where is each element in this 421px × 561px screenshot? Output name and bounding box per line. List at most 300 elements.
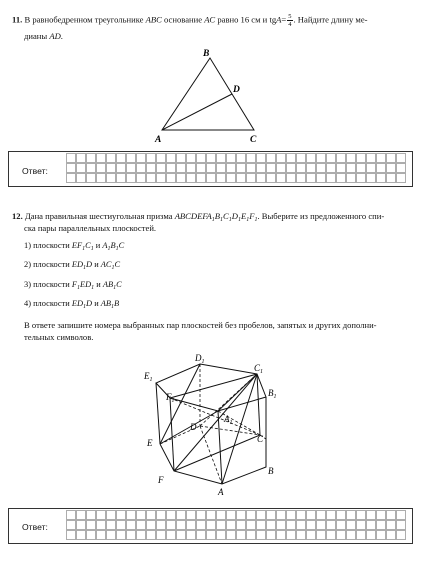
conjunction: и <box>94 299 99 308</box>
answer-cell[interactable] <box>347 521 356 530</box>
answer-cell[interactable] <box>297 174 306 183</box>
answer-cell[interactable] <box>87 531 96 540</box>
answer-cell[interactable] <box>337 164 346 173</box>
answer-cell[interactable] <box>117 154 126 163</box>
answer-cell[interactable] <box>187 511 196 520</box>
answer-cell[interactable] <box>87 174 96 183</box>
answer-cell[interactable] <box>177 164 186 173</box>
plane-2 <box>101 299 119 308</box>
answer-cell[interactable] <box>327 531 336 540</box>
answer-cell[interactable] <box>137 174 146 183</box>
hidden-da <box>200 426 222 484</box>
answer-cell[interactable] <box>337 531 346 540</box>
vertex-a-label: A <box>155 135 162 144</box>
option-word: плоскости <box>33 280 70 289</box>
answer-cell[interactable] <box>157 174 166 183</box>
answer-grid-11[interactable] <box>66 153 407 183</box>
answer-cell[interactable] <box>107 531 116 540</box>
plane-part: C <box>118 241 125 250</box>
answer-cell[interactable] <box>77 154 86 163</box>
answer-cell[interactable] <box>197 531 206 540</box>
tg-variable: A <box>276 14 282 25</box>
answer-cell[interactable] <box>207 531 216 540</box>
answer-cell[interactable] <box>217 154 226 163</box>
answer-cell[interactable] <box>177 154 186 163</box>
answer-cell[interactable] <box>177 511 186 520</box>
task11-number: 11. <box>12 14 23 25</box>
plane-part: C <box>85 241 91 250</box>
answer-cell[interactable] <box>257 511 266 520</box>
sub-index: 1 <box>246 217 250 223</box>
answer-cell[interactable] <box>277 164 286 173</box>
answer-cell[interactable] <box>227 521 236 530</box>
conjunction: и <box>95 241 101 250</box>
answer-cell[interactable] <box>157 154 166 163</box>
answer-cell[interactable] <box>207 154 216 163</box>
answer-cell[interactable] <box>327 511 336 520</box>
answer-cell[interactable] <box>297 531 306 540</box>
median-ad-line <box>162 94 232 130</box>
label-a: A <box>218 487 224 497</box>
answer-cell[interactable] <box>287 174 296 183</box>
instruction-line2: тельных символов. <box>24 332 94 342</box>
answer-cell[interactable] <box>227 531 236 540</box>
sub-index: 1 <box>237 217 241 223</box>
answer-cell[interactable] <box>167 521 176 530</box>
answer-cell[interactable] <box>307 531 316 540</box>
option-number: 4) <box>24 299 31 308</box>
answer-cell[interactable] <box>67 531 76 540</box>
answer-cell[interactable] <box>347 511 356 520</box>
answer-cell[interactable] <box>307 521 316 530</box>
sub-index: 1 <box>220 217 224 223</box>
answer-cell[interactable] <box>317 154 326 163</box>
triangle-abc <box>162 58 254 130</box>
answer-cell[interactable] <box>287 511 296 520</box>
answer-cell[interactable] <box>357 174 366 183</box>
answer-cell[interactable] <box>337 154 346 163</box>
task12-line2: ска пары параллельных плоскостей. <box>24 223 157 233</box>
plane-part: AB <box>100 299 111 308</box>
answer-cell[interactable] <box>97 154 106 163</box>
answer-cell[interactable] <box>237 154 246 163</box>
option-word: плоскости <box>33 241 70 250</box>
label-c1: $C_1$ <box>254 363 264 375</box>
answer-cell[interactable] <box>377 154 386 163</box>
plane-part: C <box>114 260 121 269</box>
answer-cell[interactable] <box>167 154 176 163</box>
answer-cell[interactable] <box>317 174 326 183</box>
segment-ac: AC <box>204 14 216 25</box>
plane-2 <box>103 280 122 289</box>
sub-index: 1 <box>83 265 87 271</box>
diag-fc <box>174 435 260 471</box>
answer-cell[interactable] <box>347 164 356 173</box>
median-ad: AD <box>49 31 61 41</box>
answer-cell[interactable] <box>317 511 326 520</box>
answer-cell[interactable] <box>117 511 126 520</box>
answer-cell[interactable] <box>387 174 396 183</box>
answer-cell[interactable] <box>397 164 406 173</box>
task11-text: В равнобедренном треугольнике <box>24 14 144 25</box>
answer-cell[interactable] <box>287 531 296 540</box>
answer-cell[interactable] <box>357 154 366 163</box>
answer-cell[interactable] <box>107 154 116 163</box>
answer-cell[interactable] <box>247 521 256 530</box>
answer-cell[interactable] <box>347 154 356 163</box>
answer-cell[interactable] <box>257 174 266 183</box>
task12-number: 12. <box>12 211 23 221</box>
bottom-hexagon-visible <box>160 439 266 484</box>
answer-cell[interactable] <box>137 521 146 530</box>
answer-cell[interactable] <box>317 521 326 530</box>
answer-cell[interactable] <box>107 164 116 173</box>
hexagonal-prism-figure <box>140 350 280 498</box>
answer-cell[interactable] <box>197 154 206 163</box>
sub-index: 1 <box>91 285 95 291</box>
answer-cell[interactable] <box>177 531 186 540</box>
answer-cell[interactable] <box>337 174 346 183</box>
answer-cell[interactable] <box>177 521 186 530</box>
answer-cell[interactable] <box>77 174 86 183</box>
answer-cell[interactable] <box>147 531 156 540</box>
answer-cell[interactable] <box>67 154 76 163</box>
answer-cell[interactable] <box>337 521 346 530</box>
answer-cell[interactable] <box>377 174 386 183</box>
answer-cell[interactable] <box>97 521 106 530</box>
answer-cell[interactable] <box>207 174 216 183</box>
answer-cell[interactable] <box>147 511 156 520</box>
answer-cell[interactable] <box>117 174 126 183</box>
answer-cell[interactable] <box>367 511 376 520</box>
edge-cc1 <box>257 374 260 435</box>
answer-cell[interactable] <box>107 521 116 530</box>
answer-cell[interactable] <box>117 164 126 173</box>
hidden-f1c <box>170 398 260 435</box>
answer-cell[interactable] <box>347 174 356 183</box>
answer-cell[interactable] <box>127 511 136 520</box>
vertex-c-label: C <box>250 135 257 144</box>
sub-index: 1 <box>115 246 119 252</box>
sub-index: 1 <box>211 217 215 223</box>
answer-cell[interactable] <box>367 174 376 183</box>
answer-cell[interactable] <box>327 154 336 163</box>
answer-cell[interactable] <box>307 154 316 163</box>
answer-cell[interactable] <box>217 511 226 520</box>
vertex-b-label: B <box>203 49 210 59</box>
plane-part: ED <box>71 260 84 269</box>
answer-cell[interactable] <box>87 511 96 520</box>
option-2 <box>24 259 120 274</box>
answer-cell[interactable] <box>167 531 176 540</box>
answer-cell[interactable] <box>137 531 146 540</box>
plane-1 <box>72 241 94 250</box>
label-e: E <box>147 438 153 448</box>
answer-cell[interactable] <box>127 174 136 183</box>
answer-cell[interactable] <box>77 531 86 540</box>
answer-cell[interactable] <box>387 531 396 540</box>
answer-cell[interactable] <box>247 164 256 173</box>
answer-cell[interactable] <box>237 531 246 540</box>
answer-cell[interactable] <box>177 174 186 183</box>
prism-base: ABCDEFA <box>174 211 212 221</box>
answer-cell[interactable] <box>277 531 286 540</box>
label-a1: $A_1$ <box>224 414 233 426</box>
plane-1 <box>72 299 92 308</box>
conjunction: и <box>96 280 101 289</box>
answer-cell[interactable] <box>147 521 156 530</box>
label-e1: $E_1$ <box>144 371 153 383</box>
answer-cell[interactable] <box>357 521 366 530</box>
answer-cell[interactable] <box>387 511 396 520</box>
answer-cell[interactable] <box>97 174 106 183</box>
task11-text: дианы <box>24 31 48 41</box>
plane-part: ED <box>79 280 92 289</box>
answer-cell[interactable] <box>127 521 136 530</box>
answer-cell[interactable] <box>137 511 146 520</box>
task11-text: . Найдите длину ме- <box>293 14 368 25</box>
plane-2 <box>102 241 124 250</box>
answer-grid-12[interactable] <box>66 510 407 540</box>
answer-cell[interactable] <box>127 164 136 173</box>
answer-cell[interactable] <box>297 511 306 520</box>
plane-part: B <box>114 299 120 308</box>
prism-b1: B <box>214 211 221 221</box>
answer-cell[interactable] <box>387 154 396 163</box>
answer-cell[interactable] <box>357 531 366 540</box>
option-number: 2) <box>24 260 31 269</box>
answer-cell[interactable] <box>197 164 206 173</box>
answer-cell[interactable] <box>367 521 376 530</box>
answer-cell[interactable] <box>377 511 386 520</box>
answer-cell[interactable] <box>137 164 146 173</box>
label-b1: $B_1$ <box>268 388 277 400</box>
answer-cell[interactable] <box>367 154 376 163</box>
answer-cell[interactable] <box>397 511 406 520</box>
label-c: C <box>257 434 264 444</box>
option-word: плоскости <box>33 299 70 308</box>
answer-cell[interactable] <box>207 521 216 530</box>
answer-cell[interactable] <box>307 511 316 520</box>
answer-cell[interactable] <box>397 531 406 540</box>
answer-cell[interactable] <box>67 521 76 530</box>
sub-index: 1 <box>111 304 114 310</box>
answer-cell[interactable] <box>307 174 316 183</box>
answer-cell[interactable] <box>77 521 86 530</box>
equals-sign: = <box>281 14 287 25</box>
plane-1 <box>72 260 92 269</box>
tg-function: tg <box>269 14 277 25</box>
answer-cell[interactable] <box>117 531 126 540</box>
answer-cell[interactable] <box>97 511 106 520</box>
answer-cell[interactable] <box>67 164 76 173</box>
answer-cell[interactable] <box>377 164 386 173</box>
answer-cell[interactable] <box>257 531 266 540</box>
answer-cell[interactable] <box>217 531 226 540</box>
conjunction: и <box>94 260 99 269</box>
answer-cell[interactable] <box>207 164 216 173</box>
option-4 <box>24 298 119 313</box>
answer-cell[interactable] <box>267 174 276 183</box>
answer-cell[interactable] <box>347 531 356 540</box>
answer-cell[interactable] <box>87 154 96 163</box>
answer-cell[interactable] <box>237 521 246 530</box>
answer-cell[interactable] <box>77 164 86 173</box>
answer-cell[interactable] <box>377 531 386 540</box>
plane-part: F <box>71 280 77 289</box>
answer-cell[interactable] <box>117 521 126 530</box>
answer-cell[interactable] <box>217 164 226 173</box>
answer-cell[interactable] <box>107 174 116 183</box>
answer-cell[interactable] <box>197 174 206 183</box>
option-1 <box>24 240 124 255</box>
plane-part: EF <box>71 241 83 250</box>
answer-cell[interactable] <box>247 174 256 183</box>
answer-cell[interactable] <box>97 164 106 173</box>
task11-line2 <box>24 31 63 42</box>
answer-cell[interactable] <box>367 531 376 540</box>
answer-cell[interactable] <box>147 154 156 163</box>
answer-cell[interactable] <box>387 521 396 530</box>
answer-cell[interactable] <box>327 174 336 183</box>
answer-cell[interactable] <box>277 174 286 183</box>
answer-cell[interactable] <box>277 521 286 530</box>
label-f1: $F_1$ <box>166 392 175 404</box>
option-number: 1) <box>24 241 31 250</box>
answer-cell[interactable] <box>167 164 176 173</box>
task11-text: основание <box>164 14 203 25</box>
vertex-d-label: D <box>233 85 240 95</box>
answer-cell[interactable] <box>257 164 266 173</box>
option-number: 3) <box>24 280 31 289</box>
prism-name: $ABCDEFA_1B_1C_1D_1E_1F_1$ <box>174 211 258 223</box>
answer-cell[interactable] <box>247 154 256 163</box>
answer-cell[interactable] <box>127 154 136 163</box>
answer-cell[interactable] <box>197 511 206 520</box>
task12-text: Дана правильная шестиугольная призма <box>24 211 173 221</box>
answer-cell[interactable] <box>277 154 286 163</box>
option-word: плоскости <box>33 260 70 269</box>
answer-cell[interactable] <box>287 164 296 173</box>
answer-cell[interactable] <box>187 164 196 173</box>
answer-cell[interactable] <box>87 521 96 530</box>
answer-cell[interactable] <box>377 521 386 530</box>
answer-cell[interactable] <box>87 164 96 173</box>
answer-cell[interactable] <box>187 154 196 163</box>
answer-cell[interactable] <box>247 511 256 520</box>
triangle-name: ABC <box>145 14 162 25</box>
answer-cell[interactable] <box>277 511 286 520</box>
answer-cell[interactable] <box>67 174 76 183</box>
answer-cell[interactable] <box>107 511 116 520</box>
answer-cell[interactable] <box>297 164 306 173</box>
answer-cell[interactable] <box>337 511 346 520</box>
task11-text: равно 16 см и <box>217 14 268 25</box>
plane-part: D <box>86 299 93 308</box>
answer-cell[interactable] <box>237 164 246 173</box>
answer-cell[interactable] <box>267 521 276 530</box>
answer-cell[interactable] <box>217 521 226 530</box>
fraction-numerator: 5 <box>288 13 292 20</box>
answer-cell[interactable] <box>97 531 106 540</box>
plane-part: AB <box>102 280 114 289</box>
answer-cell[interactable] <box>227 154 236 163</box>
answer-cell[interactable] <box>187 531 196 540</box>
label-b: B <box>268 466 274 476</box>
answer-cell[interactable] <box>247 531 256 540</box>
answer-cell[interactable] <box>187 174 196 183</box>
plane-part: ED <box>71 299 84 308</box>
answer-cell[interactable] <box>367 164 376 173</box>
answer-cell[interactable] <box>317 164 326 173</box>
answer-cell[interactable] <box>387 164 396 173</box>
answer-cell[interactable] <box>217 174 226 183</box>
answer-cell[interactable] <box>357 511 366 520</box>
answer-cell[interactable] <box>317 531 326 540</box>
answer-cell[interactable] <box>197 521 206 530</box>
edge-ff1 <box>170 398 174 471</box>
answer-cell[interactable] <box>297 154 306 163</box>
answer-cell[interactable] <box>147 174 156 183</box>
period: . <box>60 31 63 41</box>
fraction <box>287 13 292 28</box>
answer-cell[interactable] <box>227 511 236 520</box>
answer-cell[interactable] <box>77 511 86 520</box>
answer-cell[interactable] <box>207 511 216 520</box>
answer-cell[interactable] <box>397 521 406 530</box>
answer-cell[interactable] <box>397 154 406 163</box>
answer-cell[interactable] <box>187 521 196 530</box>
answer-cell[interactable] <box>167 511 176 520</box>
answer-cell[interactable] <box>157 511 166 520</box>
label-f: F <box>158 475 164 485</box>
answer-cell[interactable] <box>157 521 166 530</box>
answer-cell[interactable] <box>157 164 166 173</box>
answer-cell[interactable] <box>67 511 76 520</box>
answer-label-11: Ответ: <box>22 166 48 176</box>
answer-cell[interactable] <box>267 154 276 163</box>
sub-index: 1 <box>76 285 80 291</box>
label-d1: $D_1$ <box>195 353 205 365</box>
answer-cell[interactable] <box>227 174 236 183</box>
answer-cell[interactable] <box>287 154 296 163</box>
answer-cell[interactable] <box>267 511 276 520</box>
answer-cell[interactable] <box>267 531 276 540</box>
edge-ee1 <box>156 383 160 444</box>
answer-cell[interactable] <box>357 164 366 173</box>
answer-cell[interactable] <box>287 521 296 530</box>
answer-cell[interactable] <box>237 511 246 520</box>
answer-cell[interactable] <box>227 164 236 173</box>
answer-cell[interactable] <box>157 531 166 540</box>
answer-cell[interactable] <box>257 154 266 163</box>
answer-cell[interactable] <box>397 174 406 183</box>
answer-cell[interactable] <box>147 164 156 173</box>
answer-cell[interactable] <box>257 521 266 530</box>
answer-cell[interactable] <box>267 164 276 173</box>
answer-cell[interactable] <box>327 521 336 530</box>
label-d: D <box>190 422 197 432</box>
answer-cell[interactable] <box>137 154 146 163</box>
answer-cell[interactable] <box>167 174 176 183</box>
answer-cell[interactable] <box>327 164 336 173</box>
plane-2 <box>101 260 120 269</box>
answer-cell[interactable] <box>297 521 306 530</box>
answer-cell[interactable] <box>237 174 246 183</box>
answer-cell[interactable] <box>307 164 316 173</box>
task12-text: . Выберите из предложенного спи- <box>257 211 385 221</box>
answer-cell[interactable] <box>127 531 136 540</box>
